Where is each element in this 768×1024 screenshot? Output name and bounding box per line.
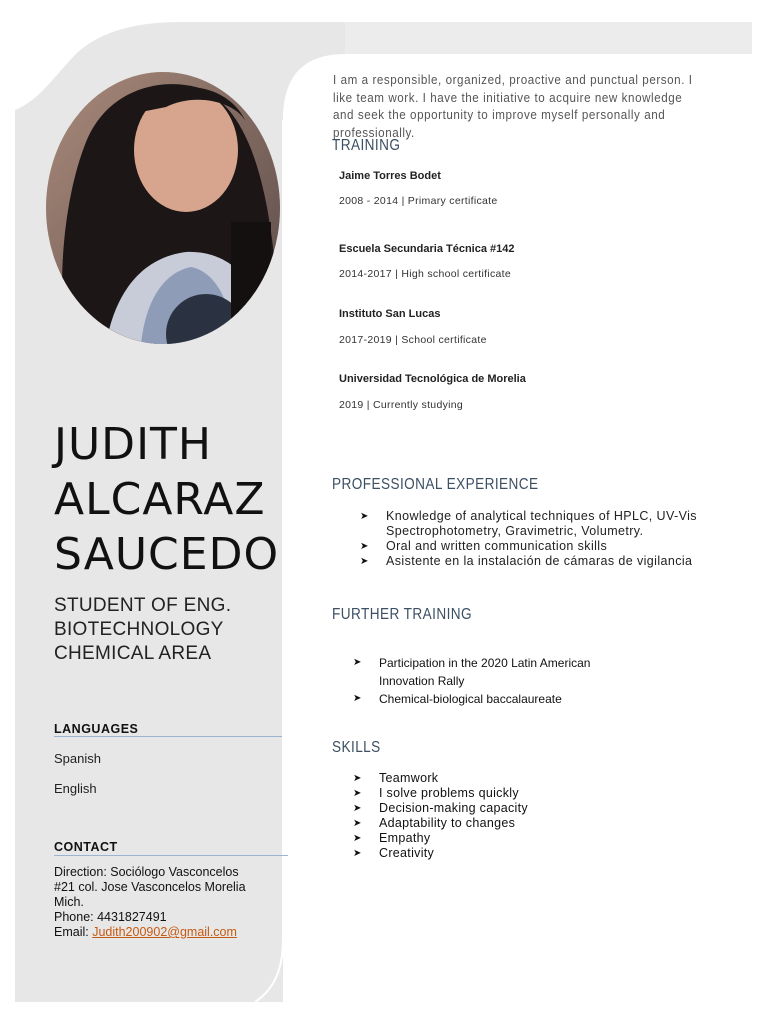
language-item: English	[54, 781, 97, 796]
further-training-list	[353, 654, 613, 708]
profile-photo	[46, 72, 280, 344]
list-item: ➤ Chemical-biological baccalaureate	[353, 692, 562, 706]
arrowhead-bullet-icon: ➤	[353, 848, 362, 859]
languages-heading: LANGUAGES	[54, 722, 139, 736]
training-school: Instituto San Lucas	[339, 308, 441, 320]
list-item: ➤ Asistente en la instalación de cámaras de vigilancia	[360, 554, 693, 568]
profile-intro: I am a responsible, organized, proactive and punctual person. I like team work. I have the initiative to acquire new knowledge and seek the opportunity to improve myself personally and professionally.	[333, 73, 693, 140]
contact-address-line: Direction: Sociólogo Vasconcelos	[54, 865, 239, 879]
training-detail: 2008 - 2014 | Primary certificate	[339, 195, 498, 207]
list-item: ➤ Oral and written communication skills	[360, 539, 608, 553]
training-school: Jaime Torres Bodet	[339, 170, 441, 182]
arrowhead-bullet-icon: ➤	[360, 541, 369, 552]
list-item: ➤ Decision-making capacity	[353, 801, 528, 815]
list-item: ➤ I solve problems quickly	[353, 786, 519, 800]
contact-phone: Phone: 4431827491	[54, 910, 167, 924]
training-school: Universidad Tecnológica de Morelia	[339, 373, 526, 385]
arrowhead-bullet-icon: ➤	[353, 693, 362, 704]
contact-address-line: #21 col. Jose Vasconcelos Morelia	[54, 880, 246, 894]
list-item: ➤ Knowledge of analytical techniques of HPLC, UV-Vis Spectrophotometry, Gravimetric, Volumetry.	[360, 509, 697, 538]
experience-list	[360, 509, 730, 569]
arrowhead-bullet-icon: ➤	[360, 511, 369, 522]
contact-email-row	[54, 925, 284, 940]
subtitle-line-3: CHEMICAL AREA	[54, 643, 212, 664]
name-line-2: ALCARAZ	[54, 474, 266, 525]
list-item: ➤ Empathy	[353, 831, 431, 845]
contact-divider	[54, 855, 288, 856]
subtitle-line-2: BIOTECHNOLOGY	[54, 619, 224, 640]
contact-email-label: Email:	[54, 925, 93, 939]
name-line-1: JUDITH	[54, 419, 213, 470]
training-school: Escuela Secundaria Técnica #142	[339, 243, 515, 255]
arrowhead-bullet-icon: ➤	[360, 556, 369, 567]
training-detail: 2017-2019 | School certificate	[339, 334, 487, 346]
training-heading: TRAINING	[332, 137, 401, 154]
list-item: ➤ Teamwork	[353, 771, 439, 785]
arrowhead-bullet-icon: ➤	[353, 818, 362, 829]
skills-list	[353, 771, 653, 861]
arrowhead-bullet-icon: ➤	[353, 657, 362, 668]
list-item: ➤ Creativity	[353, 846, 435, 860]
list-item: ➤ Adaptability to changes	[353, 816, 516, 830]
language-item: Spanish	[54, 751, 101, 766]
training-detail: 2019 | Currently studying	[339, 399, 464, 411]
arrowhead-bullet-icon: ➤	[353, 773, 362, 784]
arrowhead-bullet-icon: ➤	[353, 833, 362, 844]
further-training-heading: FURTHER TRAINING	[332, 606, 473, 623]
languages-divider	[54, 736, 282, 737]
list-item: ➤ Participation in the 2020 Latin American Innovation Rally	[353, 656, 591, 688]
contact-address-line: Mich.	[54, 895, 84, 909]
name-line-3: SAUCEDO	[54, 529, 280, 580]
experience-heading: PROFESSIONAL EXPERIENCE	[332, 476, 539, 493]
arrowhead-bullet-icon: ➤	[353, 788, 362, 799]
contact-heading: CONTACT	[54, 840, 118, 854]
contact-block	[54, 865, 284, 940]
subtitle-line-1: STUDENT OF ENG.	[54, 595, 232, 616]
contact-email-link[interactable]: Judith200902@gmail.com	[92, 925, 237, 939]
skills-heading: SKILLS	[332, 739, 381, 756]
training-detail: 2014-2017 | High school certificate	[339, 268, 511, 280]
arrowhead-bullet-icon: ➤	[353, 803, 362, 814]
